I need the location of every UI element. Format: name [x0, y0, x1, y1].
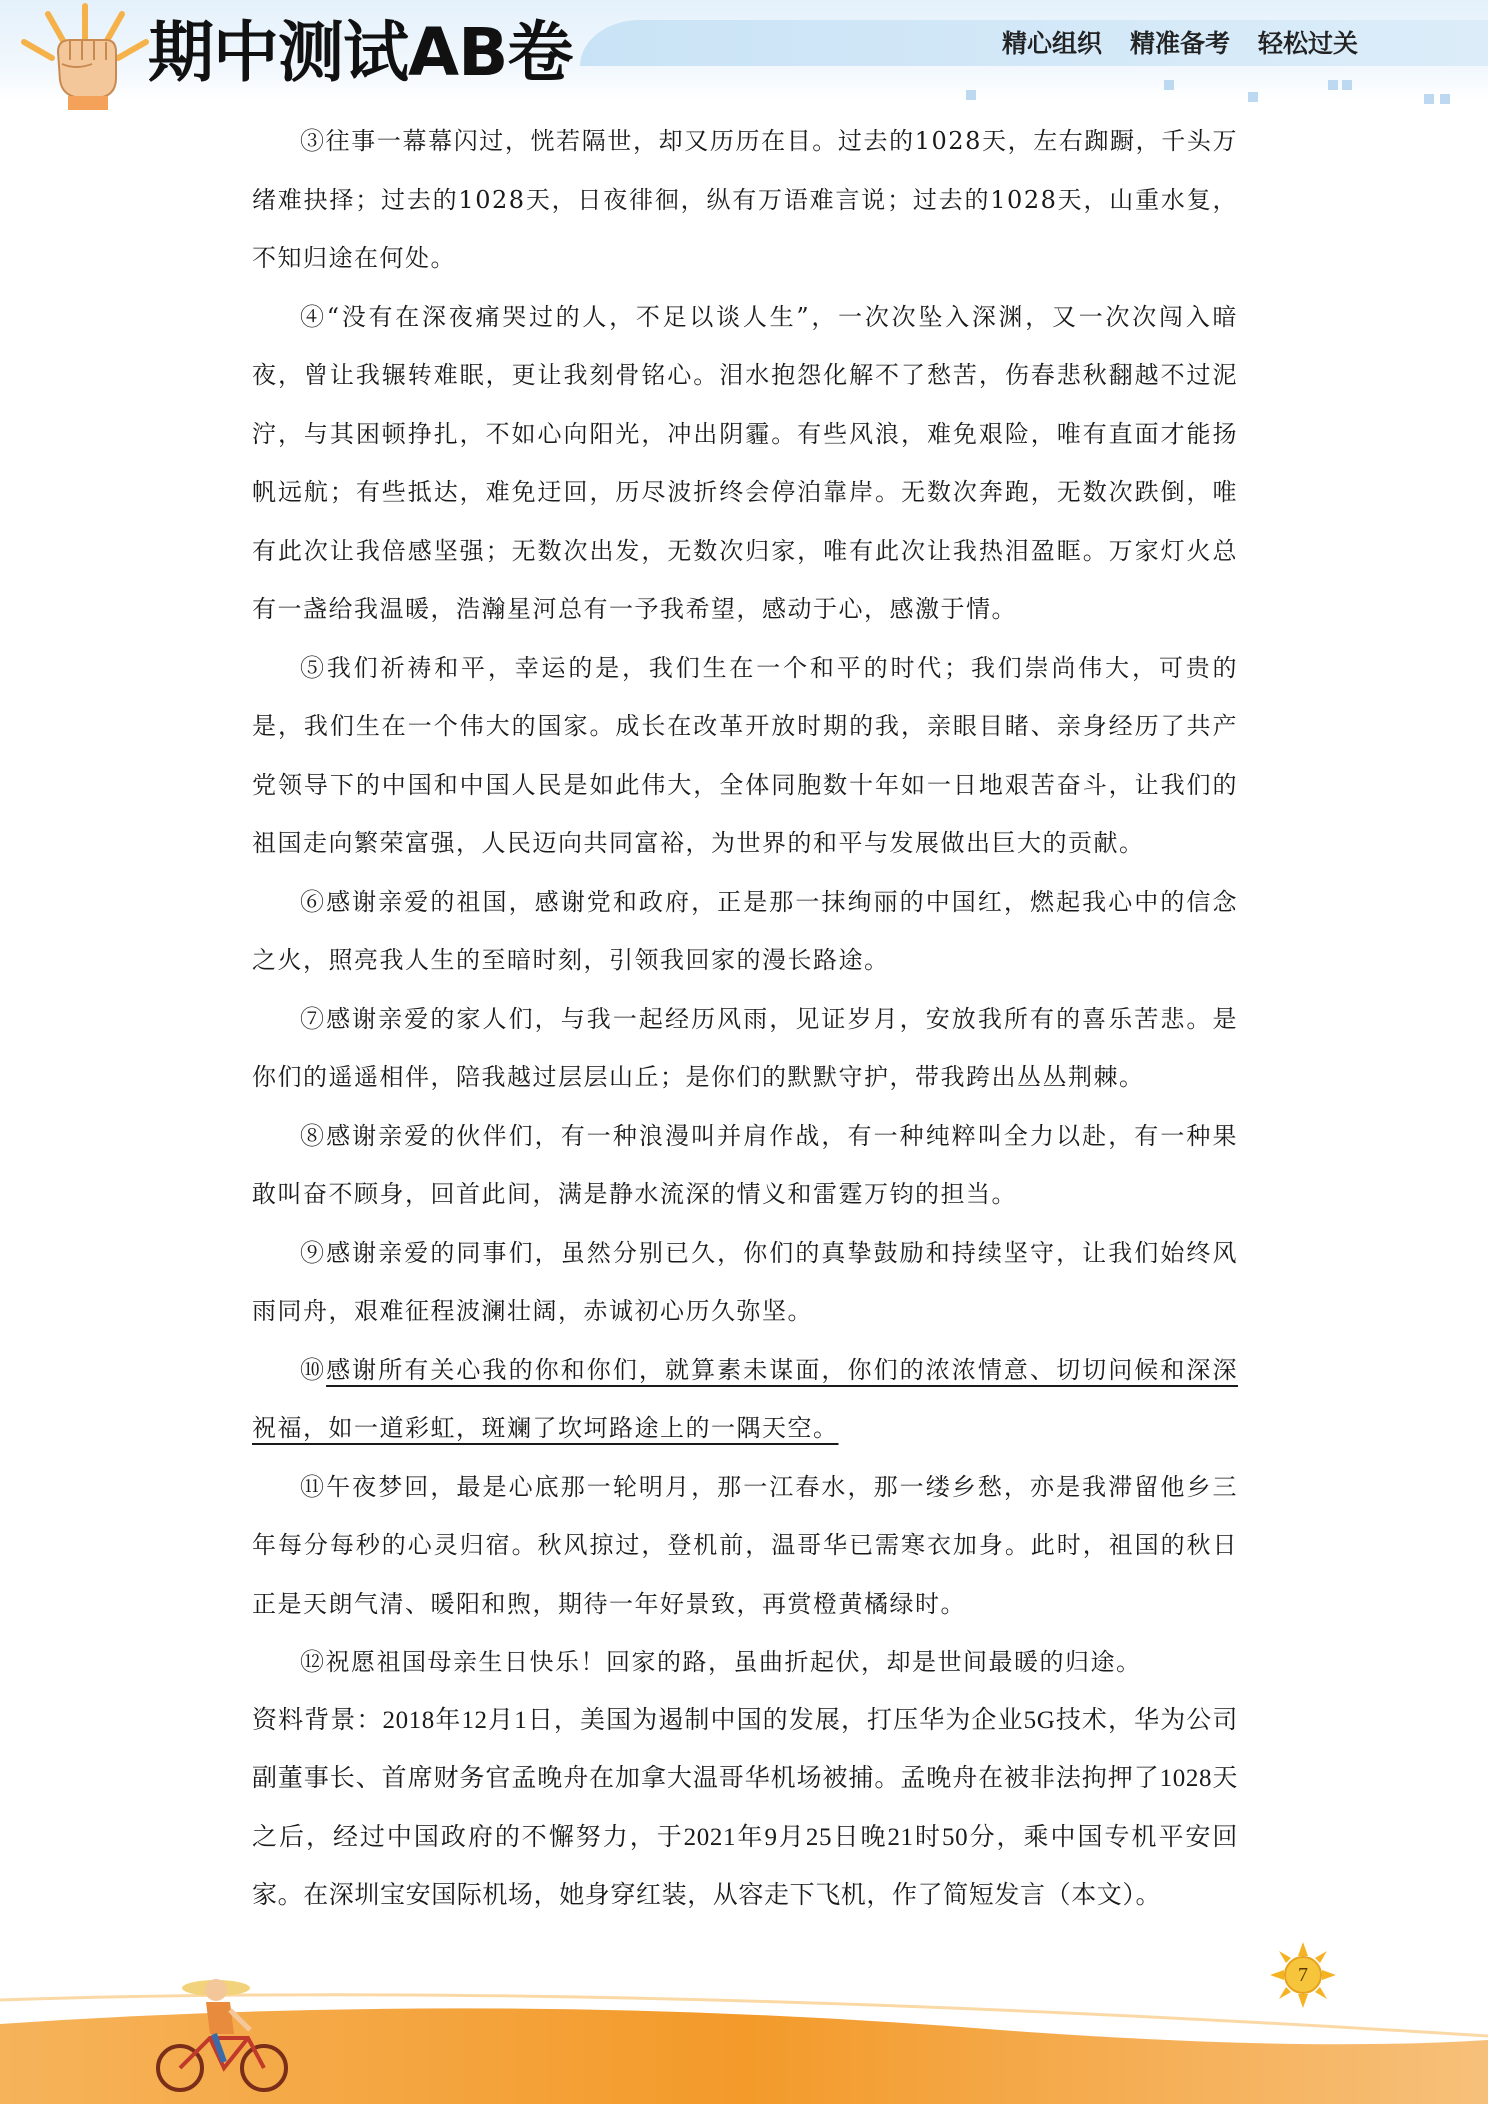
- header-title: 期中测试AB卷: [148, 14, 573, 91]
- paragraph-10-number: ⑩: [300, 1355, 327, 1384]
- paragraph-10: [252, 1341, 1238, 1458]
- article-body: [252, 112, 1238, 1926]
- paragraph-5: ⑤我们祈祷和平，幸运的是，我们生在一个和平的时代；我们崇尚伟大，可贵的是，我们生在一个伟大的国家。成长在改革开放时期的我，亲眼目睹、亲身经历了共产党领导下的中国和中国人民是如此伟大，全体同胞数十年如一日地艰苦奋斗，让我们的祖国走向繁荣富强，人民迈向共同富裕，为世界的和平与发展做出巨大的贡献。: [252, 653, 1238, 857]
- paragraph-6: ⑥感谢亲爱的祖国，感谢党和政府，正是那一抹绚丽的中国红，燃起我心中的信念之火，照亮我人生的至暗时刻，引领我回家的漫长路途。: [252, 887, 1238, 974]
- paragraph-12: ⑫祝愿祖国母亲生日快乐！回家的路，虽曲折起伏，却是世间最暖的归途。: [300, 1648, 1142, 1676]
- paragraph-8: ⑧感谢亲爱的伙伴们，有一种浪漫叫并肩作战，有一种纯粹叫全力以赴，有一种果敢叫奋不顾身，回首此间，满是静水流深的情义和雷霆万钧的担当。: [252, 1121, 1238, 1208]
- fist-icon: [10, 0, 160, 110]
- underlined-sentence: 感谢所有关心我的你和你们，就算素未谋面，你们的浓浓情意、切切问候和深深祝福，如一道彩虹，斑斓了坎坷路途上的一隅天空。: [252, 1355, 1239, 1442]
- page-header: [0, 0, 1488, 110]
- paragraph-4: ④“没有在深夜痛哭过的人，不足以谈人生”，一次次坠入深渊，又一次次闯入暗夜，曾让我辗转难眠，更让我刻骨铭心。泪水抱怨化解不了愁苦，伤春悲秋翻越不过泥泞，与其困顿挣扎，不如心向阳光，冲出阴霾。有些风浪，难免艰险，唯有直面才能扬帆远航；有些抵达，难免迂回，历尽波折终会停泊靠岸。无数次奔跑，无数次跌倒，唯有此次让我倍感坚强；无数次出发，无数次归家，唯有此次让我热泪盈眶。万家灯火总有一盏给我温暖，浩瀚星河总有一予我希望，感动于心，感激于情。: [252, 302, 1238, 623]
- header-dots: [960, 78, 1460, 108]
- paragraph-7: ⑦感谢亲爱的家人们，与我一起经历风雨，见证岁月，安放我所有的喜乐苦悲。是你们的遥遥相伴，陪我越过层层山丘；是你们的默默守护，带我跨出丛丛荆棘。: [252, 1004, 1238, 1091]
- slogan-2: 精准备考: [1129, 29, 1230, 58]
- slogan-3: 轻松过关: [1257, 29, 1358, 58]
- slogan-1: 精心组织: [1001, 29, 1102, 58]
- page-number: 7: [1298, 1964, 1308, 1986]
- paragraph-9: ⑨感谢亲爱的同事们，虽然分别已久，你们的真挚鼓励和持续坚守，让我们始终风雨同舟，艰难征程波澜壮阔，赤诚初心历久弥坚。: [252, 1238, 1238, 1325]
- header-slogans: [1002, 24, 1358, 60]
- background-note: 资料背景：2018年12月1日，美国为遏制中国的发展，打压华为企业5G技术，华为公司副董事长、首席财务官孟晚舟在加拿大温哥华机场被捕。孟晚舟在被非法拘押了1028天之后，经过中国政府的不懈努力，于2021年9月25日晚21时50分，乘中国专机平安回家。在深圳宝安国际机场，她身穿红装，从容走下飞机，作了简短发言（本文）。: [252, 1706, 1238, 1909]
- paragraph-11: ⑪午夜梦回，最是心底那一轮明月，那一江春水，那一缕乡愁，亦是我滞留他乡三年每分每秒的心灵归宿。秋风掠过，登机前，温哥华已需寒衣加身。此时，祖国的秋日正是天朗气清、暖阳和煦，期待一年好景致，再赏橙黄橘绿时。: [252, 1472, 1238, 1618]
- paragraph-3: ③往事一幕幕闪过，恍若隔世，却又历历在目。过去的1028天，左右踟蹰，千头万绪难抉择；过去的1028天，日夜徘徊，纵有万语难言说；过去的1028天，山重水复，不知归途在何处。: [252, 127, 1238, 272]
- cyclist-icon: [150, 1950, 300, 2104]
